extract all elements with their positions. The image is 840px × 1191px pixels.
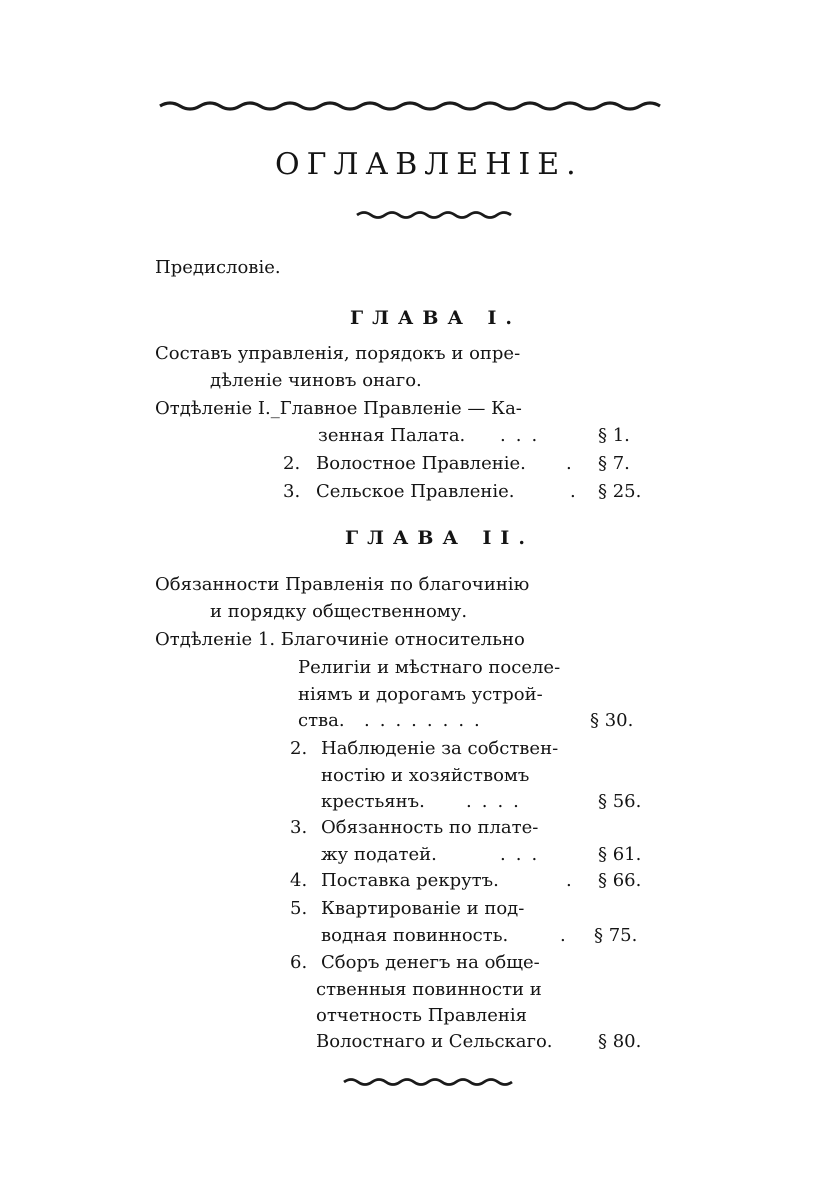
toc-section-ref: § 66. xyxy=(598,870,642,891)
toc-entry-line: отчетность Правленія xyxy=(316,1005,527,1026)
chapter-1-subject-line: Составъ управленія, порядокъ и опре- xyxy=(155,343,521,364)
toc-entry-number: 3. xyxy=(290,817,308,838)
toc-entry-number: 2. xyxy=(283,453,301,474)
toc-entry-line: Квартированіе и под- xyxy=(321,898,525,919)
toc-section-ref: § 56. xyxy=(598,791,642,812)
page-title: ОГЛАВЛЕНІЕ. xyxy=(275,147,583,182)
toc-entry-number: 2. xyxy=(290,738,308,759)
toc-entry-line: Сборъ денегъ на обще- xyxy=(321,952,540,973)
toc-entry-line: Поставка рекрутъ. xyxy=(321,870,499,891)
toc-section-ref: § 25. xyxy=(598,481,642,502)
dot-leader: . xyxy=(566,870,582,891)
dot-leader: .... xyxy=(466,791,529,812)
toc-entry-number: 3. xyxy=(283,481,301,502)
toc-section-ref: § 7. xyxy=(598,453,630,474)
toc-entry-line: Наблюденіе за собствен- xyxy=(321,738,559,759)
toc-entry-label: Отдѣленіе 1. Благочиніе относительно xyxy=(155,629,525,650)
chapter-1-heading: ГЛАВА I. xyxy=(350,307,522,329)
toc-entry-line: ностію и хозяйствомъ xyxy=(321,765,530,786)
toc-entry-label: Отдѣленіе I._Главное Правленіе — Ка- xyxy=(155,398,522,419)
dot-leader: ........ xyxy=(364,710,490,731)
toc-entry-label: Сельское Правленіе. xyxy=(316,481,515,502)
title-ornament-rule xyxy=(355,209,515,221)
toc-entry-label: зенная Палата. xyxy=(318,425,466,446)
toc-section-ref: § 61. xyxy=(598,844,642,865)
bottom-ornament-rule xyxy=(342,1076,516,1088)
chapter-2-subject-line: Обязанности Правленія по благочинію xyxy=(155,574,530,595)
toc-entry-line: Религіи и мѣстнаго поселе- xyxy=(298,657,561,678)
toc-section-ref: § 75. xyxy=(594,925,638,946)
toc-entry-line: ніямъ и дорогамъ устрой- xyxy=(298,684,543,705)
dot-leader: . xyxy=(566,453,582,474)
dot-leader: ... xyxy=(500,425,548,446)
toc-entry-line: водная повинность. xyxy=(321,925,509,946)
preface-entry: Предисловіе. xyxy=(155,257,281,278)
toc-entry-line: ственныя повинности и xyxy=(316,979,542,1000)
dot-leader: ... xyxy=(500,844,548,865)
chapter-1-subject-line: дѣленіе чиновъ онаго. xyxy=(210,370,422,391)
toc-entry-number: 4. xyxy=(290,870,308,891)
toc-entry-line: Обязанность по плате- xyxy=(321,817,539,838)
chapter-2-subject-line: и порядку общественному. xyxy=(210,601,468,622)
toc-section-ref: § 80. xyxy=(598,1031,642,1052)
toc-section-ref: § 1. xyxy=(598,425,630,446)
dot-leader: . xyxy=(560,925,576,946)
toc-entry-number: 5. xyxy=(290,898,308,919)
toc-entry-label: Волостное Правленіе. xyxy=(316,453,526,474)
toc-section-ref: § 30. xyxy=(590,710,634,731)
toc-entry-number: 6. xyxy=(290,952,308,973)
toc-entry-line: крестьянъ. xyxy=(321,791,425,812)
dot-leader: . xyxy=(570,481,586,502)
toc-entry-line: ства. xyxy=(298,710,345,731)
toc-entry-line: Волостнаго и Сельскаго. xyxy=(316,1031,553,1052)
chapter-2-heading: ГЛАВА II. xyxy=(345,527,534,549)
top-ornament-rule xyxy=(158,99,672,113)
toc-entry-line: жу податей. xyxy=(321,844,437,865)
